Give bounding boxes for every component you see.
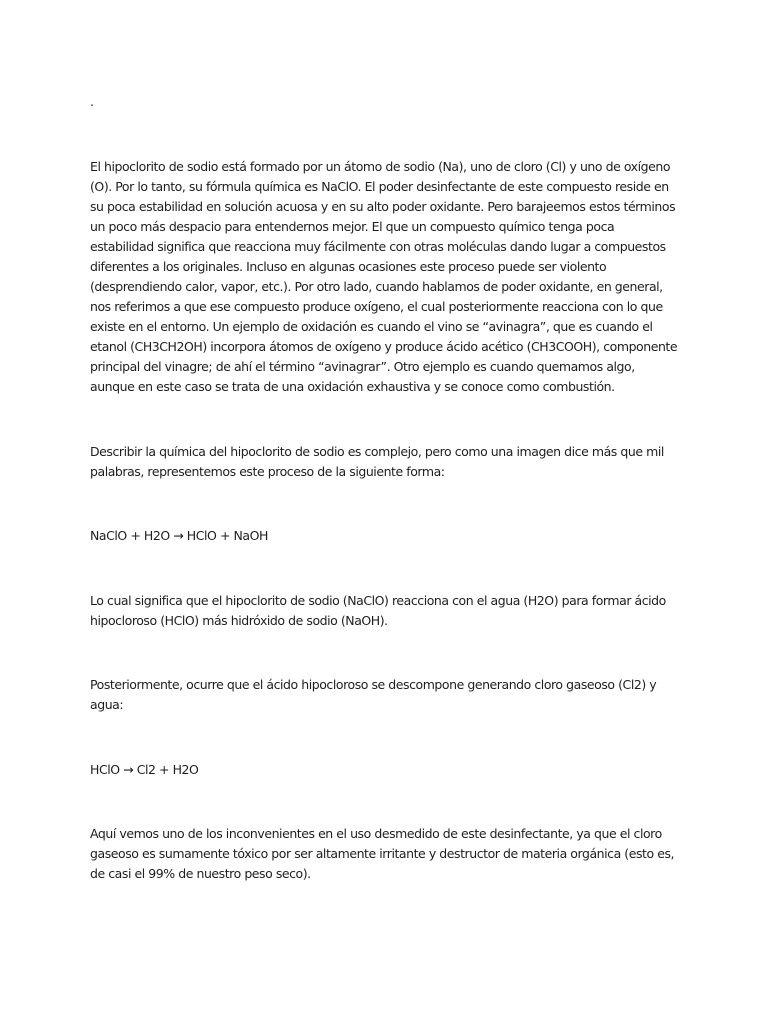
paragraph-describe-process: Describir la química del hipoclorito de sodio es complejo, pero como una imagen dice más que mil palabras, representemos este proceso de la siguiente forma: bbox=[90, 444, 664, 479]
equation-decomposition: HClO → Cl2 + H2O bbox=[90, 762, 199, 777]
paragraph-toxicity: Aquí vemos uno de los inconvenientes en el uso desmedido de este desinfectante, ya que el cloro gaseoso es sumamente tóxico por ser altamente irritante y destructor de materia orgánica (esto es, de casi el 99% de nuestro peso seco). bbox=[90, 826, 675, 881]
paragraph-decomposition: Posteriormente, ocurre que el ácido hipocloroso se descompone generando cloro gaseoso (Cl2) y agua: bbox=[90, 677, 657, 712]
leading-dot: . bbox=[90, 94, 94, 109]
document-body bbox=[90, 92, 680, 884]
equation-hydrolysis: NaClO + H2O → HClO + NaOH bbox=[90, 528, 268, 543]
paragraph-hydrolysis-meaning: Lo cual significa que el hipoclorito de sodio (NaClO) reacciona con el agua (H2O) para formar ácido hipocloroso (HClO) más hidróxido de sodio (NaOH). bbox=[90, 593, 666, 628]
paragraph-chemistry-intro: El hipoclorito de sodio está formado por un átomo de sodio (Na), uno de cloro (Cl) y uno de oxígeno (O). Por lo tanto, su fórmula química es NaClO. El poder desinfectante de este compuesto reside en su poca estabilidad en solución acuosa y en su alto poder oxidante. Pero barajeemos estos términos un poco más despacio para entendernos mejor. El que un compuesto químico tenga poca estabilidad significa que reacciona muy fácilmente con otras moléculas dando lugar a compuestos diferentes a los originales. Incluso en algunas ocasiones este proceso puede ser violento (desprendiendo calor, vapor, etc.). Por otro lado, cuando hablamos de poder oxidante, en general, nos referimos a que ese compuesto produce oxígeno, el cual posteriormente reacciona con lo que existe en el entorno. Un ejemplo de oxidación es cuando el vino se “avinagra”, que es cuando el etanol (CH3CH2OH) incorpora átomos de oxígeno y produce ácido acético (CH3COOH), componente principal del vinagre; de ahí el término “avinagrar”. Otro ejemplo es cuando quemamos algo, aunque en este caso se trata de una oxidación exhaustiva y se conoce como combustión. bbox=[90, 159, 678, 394]
